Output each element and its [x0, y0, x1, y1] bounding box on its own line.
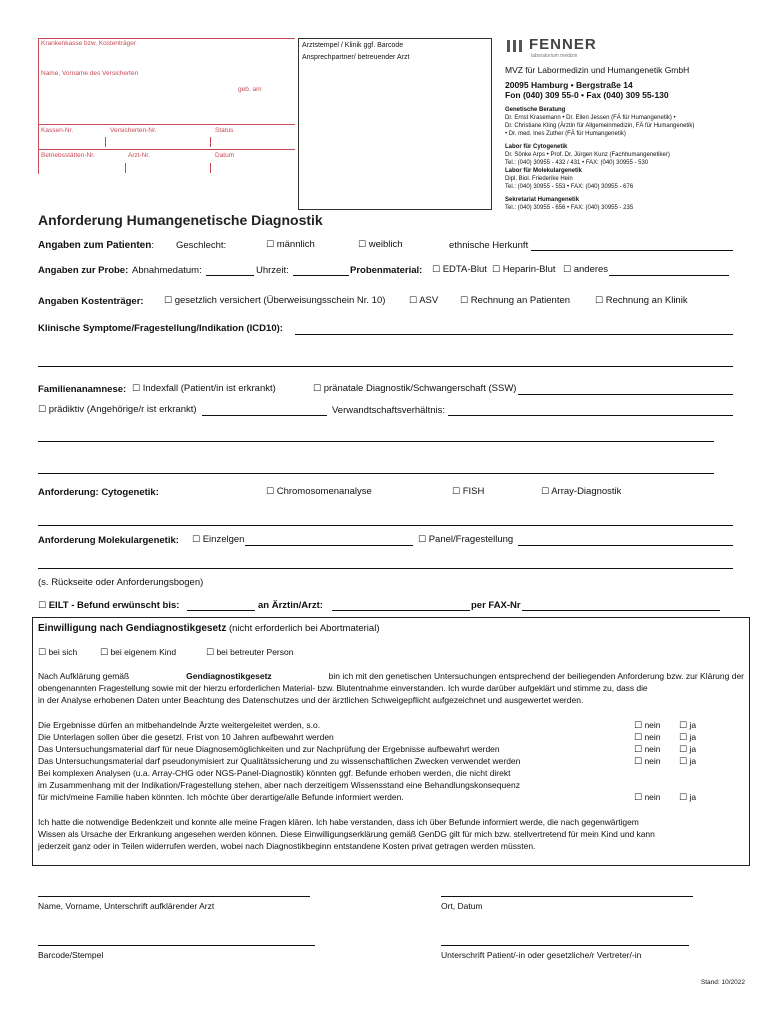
q4-no-checkbox[interactable]: ☐	[634, 757, 643, 767]
relation-field[interactable]	[448, 405, 733, 416]
prenatal-field[interactable]	[518, 384, 733, 395]
prenatal-checkbox[interactable]: ☐	[313, 384, 322, 394]
consent-p2-line1: Ich hatte die notwendige Bedenkzeit und konnte alle meine Fragen klären. Ich habe verstanden, dass ich über Befunde informiert werde, die nach gegenwärtigem	[38, 817, 639, 827]
urgent-fax-field[interactable]	[522, 600, 720, 611]
single-gene-checkbox[interactable]: ☐	[192, 535, 201, 545]
sec-title: Sekretariat Humangenetik	[505, 197, 580, 203]
q5-yes-label: ja	[689, 792, 697, 802]
edta-label: EDTA-Blut	[442, 264, 487, 275]
q1-no-label: nein	[644, 720, 661, 730]
insured-checkbox[interactable]: ☐	[164, 296, 173, 306]
fish-label: FISH	[462, 486, 485, 497]
stamp-line-1: Arztstempel / Klinik ggf. Barcode	[302, 42, 404, 49]
q2-yes-checkbox[interactable]: ☐	[679, 733, 688, 743]
insurer-no-label: Kassen-Nr.	[41, 127, 74, 134]
fish-checkbox[interactable]: ☐	[452, 487, 461, 497]
stamp-line-2: Ansprechpartner/ betreuender Arzt	[302, 54, 410, 61]
question-5-line3: für mich/meine Familie haben könnten. Ich möchte über derartige/alle Befunde informiert werden.	[38, 792, 404, 802]
lab-logo-sub: laboratorium medizin	[531, 53, 578, 59]
panel-checkbox[interactable]: ☐	[418, 535, 427, 545]
urgent-fax-label: per FAX-Nr	[471, 600, 521, 611]
sample-date-label: Abnahmedatum:	[132, 265, 202, 276]
ethnic-field[interactable]	[531, 240, 733, 251]
question-5-line2: im Zusammenhang mit der Indikation/Fragestellung stehen, aber nach derzeitigem Wissensstand eine Behandlungskonsequenz	[38, 780, 520, 790]
question-4: Das Untersuchungsmaterial darf pseudonymisiert zur Qualitätssicherung und zu wissenschaftlichen Zwecken verwendet werden	[38, 756, 521, 766]
asv-label: ASV	[419, 295, 439, 306]
other-material-checkbox[interactable]: ☐	[563, 265, 572, 275]
mol-2: Tel.: (040) 30955 - 553 • FAX: (040) 30955 - 676	[505, 184, 634, 190]
relation-label: Verwandtschaftsverhältnis:	[332, 405, 446, 416]
consent-p2-line3: jederzeit ganz oder in Teilen widerrufen werden, wobei nach Diagnostikbeginn entstandene Kosten privat getragen werden müssten.	[38, 841, 536, 851]
other-material-label: anderes	[573, 264, 609, 275]
cyto-field[interactable]	[38, 515, 733, 526]
lab-header	[505, 36, 694, 212]
counsel-2: Dr. Christiane Kling (Ärztin für Allgemeinmedizin, FÄ für Humangenetik)	[505, 123, 695, 129]
q3-yes-label: ja	[689, 744, 697, 754]
sample-time-label: Uhrzeit:	[256, 265, 289, 276]
place-date-label: Ort, Datum	[441, 901, 483, 911]
cyto-title: Labor für Cytogenetik	[505, 144, 568, 150]
cyto-req-label: Anforderung: Cytogenetik:	[38, 487, 159, 498]
sample-date-field[interactable]	[206, 265, 254, 276]
urgent-label: EILT - Befund erwünscht bis:	[48, 600, 180, 611]
panel-field[interactable]	[518, 535, 733, 546]
q3-yes-checkbox[interactable]: ☐	[679, 745, 688, 755]
mol-field[interactable]	[38, 558, 733, 569]
clinical-label: Klinische Symptome/Fragestellung/Indikation (ICD10):	[38, 323, 283, 334]
consent-ward-label: bei betreuter Person	[216, 647, 294, 657]
material-label: Probenmaterial:	[350, 265, 423, 276]
mol-1: Dipl. Biol. Friederike Hein	[505, 176, 573, 182]
family-label: Familienanamnese:	[38, 384, 127, 395]
urgent-date-field[interactable]	[187, 600, 255, 611]
page-title: Anforderung Humangenetische Diagnostik	[38, 212, 323, 228]
insured-no-label: Versicherten-Nr.	[110, 127, 157, 134]
q5-yes-checkbox[interactable]: ☐	[679, 793, 688, 803]
male-label: männlich	[276, 239, 315, 250]
insurer-label: Krankenkasse bzw. Kostenträger	[41, 40, 137, 47]
patient-colon: :	[151, 240, 154, 251]
patient-signature-field[interactable]	[441, 935, 689, 946]
edta-checkbox[interactable]: ☐	[432, 265, 441, 275]
bill-clinic-label: Rechnung an Klinik	[605, 295, 688, 306]
doctor-signature-label: Name, Vorname, Unterschrift aufklärender Arzt	[38, 901, 215, 911]
stamp-box[interactable]	[298, 38, 492, 210]
question-1: Die Ergebnisse dürfen an mitbehandelnde Ärzte weitergeleitet werden, s.o.	[38, 720, 321, 730]
heparin-label: Heparin-Blut	[502, 264, 556, 275]
family-field-1[interactable]	[38, 431, 714, 442]
q2-yes-label: ja	[689, 732, 697, 742]
barcode-field[interactable]	[38, 935, 315, 946]
name-label: Name, Vorname des Versicherten	[41, 70, 139, 77]
female-checkbox[interactable]: ☐	[358, 240, 367, 250]
single-gene-label: Einzelgen	[202, 534, 245, 545]
male-checkbox[interactable]: ☐	[266, 240, 275, 250]
family-field-2[interactable]	[38, 463, 714, 474]
single-gene-field[interactable]	[245, 535, 413, 546]
predictive-label: prädiktiv (Angehörige/r ist erkrankt)	[48, 404, 197, 415]
other-material-field[interactable]	[609, 265, 729, 276]
question-5-line1: Bei komplexen Analysen (u.a. Array-CHG oder NGS-Panel-Diagnostik) könnten ggf. Befunde erhoben werden, die nicht direkt	[38, 768, 511, 778]
patient-label: Angaben zum Patienten	[38, 240, 152, 251]
place-date-field[interactable]	[441, 886, 693, 897]
site-no-label: Betriebsstätten-Nr.	[41, 152, 95, 159]
consent-p1-a: Nach Aufklärung gemäß	[38, 671, 130, 681]
predictive-field[interactable]	[202, 405, 327, 416]
q5-no-checkbox[interactable]: ☐	[634, 793, 643, 803]
consent-p1-b: Gendiagnostikgesetz	[186, 671, 272, 681]
status-label: Status	[215, 127, 234, 134]
sex-label: Geschlecht:	[176, 240, 227, 251]
insured-label: gesetzlich versichert (Überweisungsschein Nr. 10)	[174, 295, 386, 306]
sample-time-field[interactable]	[293, 265, 349, 276]
urgent-doctor-label: an Ärztin/Arzt:	[258, 600, 323, 611]
q3-no-label: nein	[644, 744, 661, 754]
patient-row	[38, 240, 154, 251]
q1-yes-label: ja	[689, 720, 697, 730]
barcode-label: Barcode/Stempel	[38, 950, 104, 960]
doctor-no-label: Arzt-Nr.	[128, 152, 151, 159]
doctor-signature-field[interactable]	[38, 886, 310, 897]
lab-name: MVZ für Labormedizin und Humangenetik GmbH	[505, 65, 690, 75]
consent-title: Einwilligung nach Gendiagnostikgesetz	[38, 623, 227, 634]
patient-signature-label: Unterschrift Patient/-in oder gesetzliche/r Vertreter/-in	[441, 950, 642, 960]
q4-yes-label: ja	[689, 756, 697, 766]
lab-phone: Fon (040) 309 55-0 • Fax (040) 309 55-130	[505, 90, 669, 100]
clinical-field-1[interactable]	[295, 323, 733, 335]
q4-yes-checkbox[interactable]: ☐	[679, 757, 688, 767]
index-case-checkbox[interactable]: ☐	[132, 384, 141, 394]
prenatal-label: pränatale Diagnostik/Schwangerschaft (SSW)	[323, 383, 517, 394]
array-checkbox[interactable]: ☐	[541, 487, 550, 497]
karyotype-checkbox[interactable]: ☐	[266, 487, 275, 497]
counsel-1: Dr. Ernst Krasemann • Dr. Ellen Jessen (FÄ für Humangenetik) •	[505, 115, 676, 121]
index-case-label: Indexfall (Patient/in ist erkrankt)	[142, 383, 276, 394]
consent-child-label: bei eigenem Kind	[110, 647, 177, 657]
q2-no-label: nein	[644, 732, 661, 742]
payer-label: Angaben Kostenträger:	[38, 296, 144, 307]
lab-address: 20095 Hamburg • Bergstraße 14	[505, 80, 633, 90]
ethnic-label: ethnische Herkunft	[449, 240, 529, 251]
panel-label: Panel/Fragestellung	[428, 534, 514, 545]
consent-p2-line2: Wissen als Ursache der Erkrankung angesehen werden können. Diese Einwilligungserklärung gemäß GenDG gilt für mich bzw. stellvertretend für mein Kind und kann	[38, 829, 655, 839]
fenner-logo-icon	[505, 38, 529, 52]
bill-patient-label: Rechnung an Patienten	[470, 295, 571, 306]
predictive-checkbox[interactable]: ☐	[38, 405, 47, 415]
bill-clinic-checkbox[interactable]: ☐	[595, 296, 604, 306]
mol-title: Labor für Molekulargenetik	[505, 168, 583, 174]
female-label: weiblich	[368, 239, 403, 250]
q2-no-checkbox[interactable]: ☐	[634, 733, 643, 743]
sample-label: Angaben zur Probe:	[38, 265, 129, 276]
karyotype-label: Chromosomenanalyse	[276, 486, 372, 497]
clinical-field-2[interactable]	[38, 355, 733, 367]
q1-yes-checkbox[interactable]: ☐	[679, 721, 688, 731]
see-back-note: (s. Rückseite oder Anforderungsbogen)	[38, 577, 204, 588]
cyto-2: Tel.: (040) 30955 - 432 / 431 • FAX: (040) 30955 - 530	[505, 160, 649, 166]
consent-p1-line1	[38, 671, 744, 682]
urgent-doctor-field[interactable]	[332, 600, 470, 611]
consent-p1-c: bin ich mit den genetischen Untersuchungen entsprechend der beiliegenden Anforderung bzw. zur Klärung der	[328, 671, 744, 681]
footer-version: Stand: 10/2022	[700, 979, 745, 986]
consent-child-checkbox[interactable]: ☐	[100, 648, 109, 658]
dob-label: geb. am	[238, 86, 262, 93]
cyto-1: Dr. Sönke Arps • Prof. Dr. Jürgen Kunz (Fachhumangenetiker)	[505, 152, 670, 158]
q5-no-label: nein	[644, 792, 661, 802]
counsel-3: • Dr. med. Ines Zuther (FÄ für Humangenetik)	[505, 131, 626, 137]
date-label: Datum	[215, 152, 235, 159]
question-2: Die Unterlagen sollen über die gesetzl. Frist von 10 Jahren aufbewahrt werden	[38, 732, 334, 742]
sec-1: Tel.: (040) 30955 - 656 • FAX: (040) 30955 - 235	[505, 205, 634, 211]
array-label: Array-Diagnostik	[551, 486, 622, 497]
lab-logo: FENNER	[529, 36, 597, 53]
consent-ward-checkbox[interactable]: ☐	[206, 648, 215, 658]
consent-p1-line2: obengenannten Fragestellung sowie mit der hierzu erforderlichen Material- bzw. Blutentnahme einverstanden. Ich wurde darüber aufgeklärt und stimme zu, dass die	[38, 683, 648, 693]
asv-checkbox[interactable]: ☐	[409, 296, 418, 306]
q3-no-checkbox[interactable]: ☐	[634, 745, 643, 755]
counsel-title: Genetische Beratung	[505, 107, 566, 113]
consent-title-note: (nicht erforderlich bei Abortmaterial)	[229, 623, 380, 634]
q4-no-label: nein	[644, 756, 661, 766]
consent-p1-line3: in der Analyse erhobenen Daten unter Beachtung des Datenschutzes und der ärztlichen Schweigepflicht aufgezeichnet und ausgewertet werden.	[38, 695, 584, 705]
question-3: Das Untersuchungsmaterial darf für neue Diagnosemöglichkeiten und zur Nachprüfung der Ergebnisse aufbewahrt werden	[38, 744, 500, 754]
bill-patient-checkbox[interactable]: ☐	[460, 296, 469, 306]
q1-no-checkbox[interactable]: ☐	[634, 721, 643, 731]
urgent-checkbox[interactable]: ☐	[38, 601, 47, 611]
heparin-checkbox[interactable]: ☐	[492, 265, 501, 275]
consent-self-checkbox[interactable]: ☐	[38, 648, 47, 658]
mol-req-label: Anforderung Molekulargenetik:	[38, 535, 179, 546]
consent-self-label: bei sich	[48, 647, 78, 657]
